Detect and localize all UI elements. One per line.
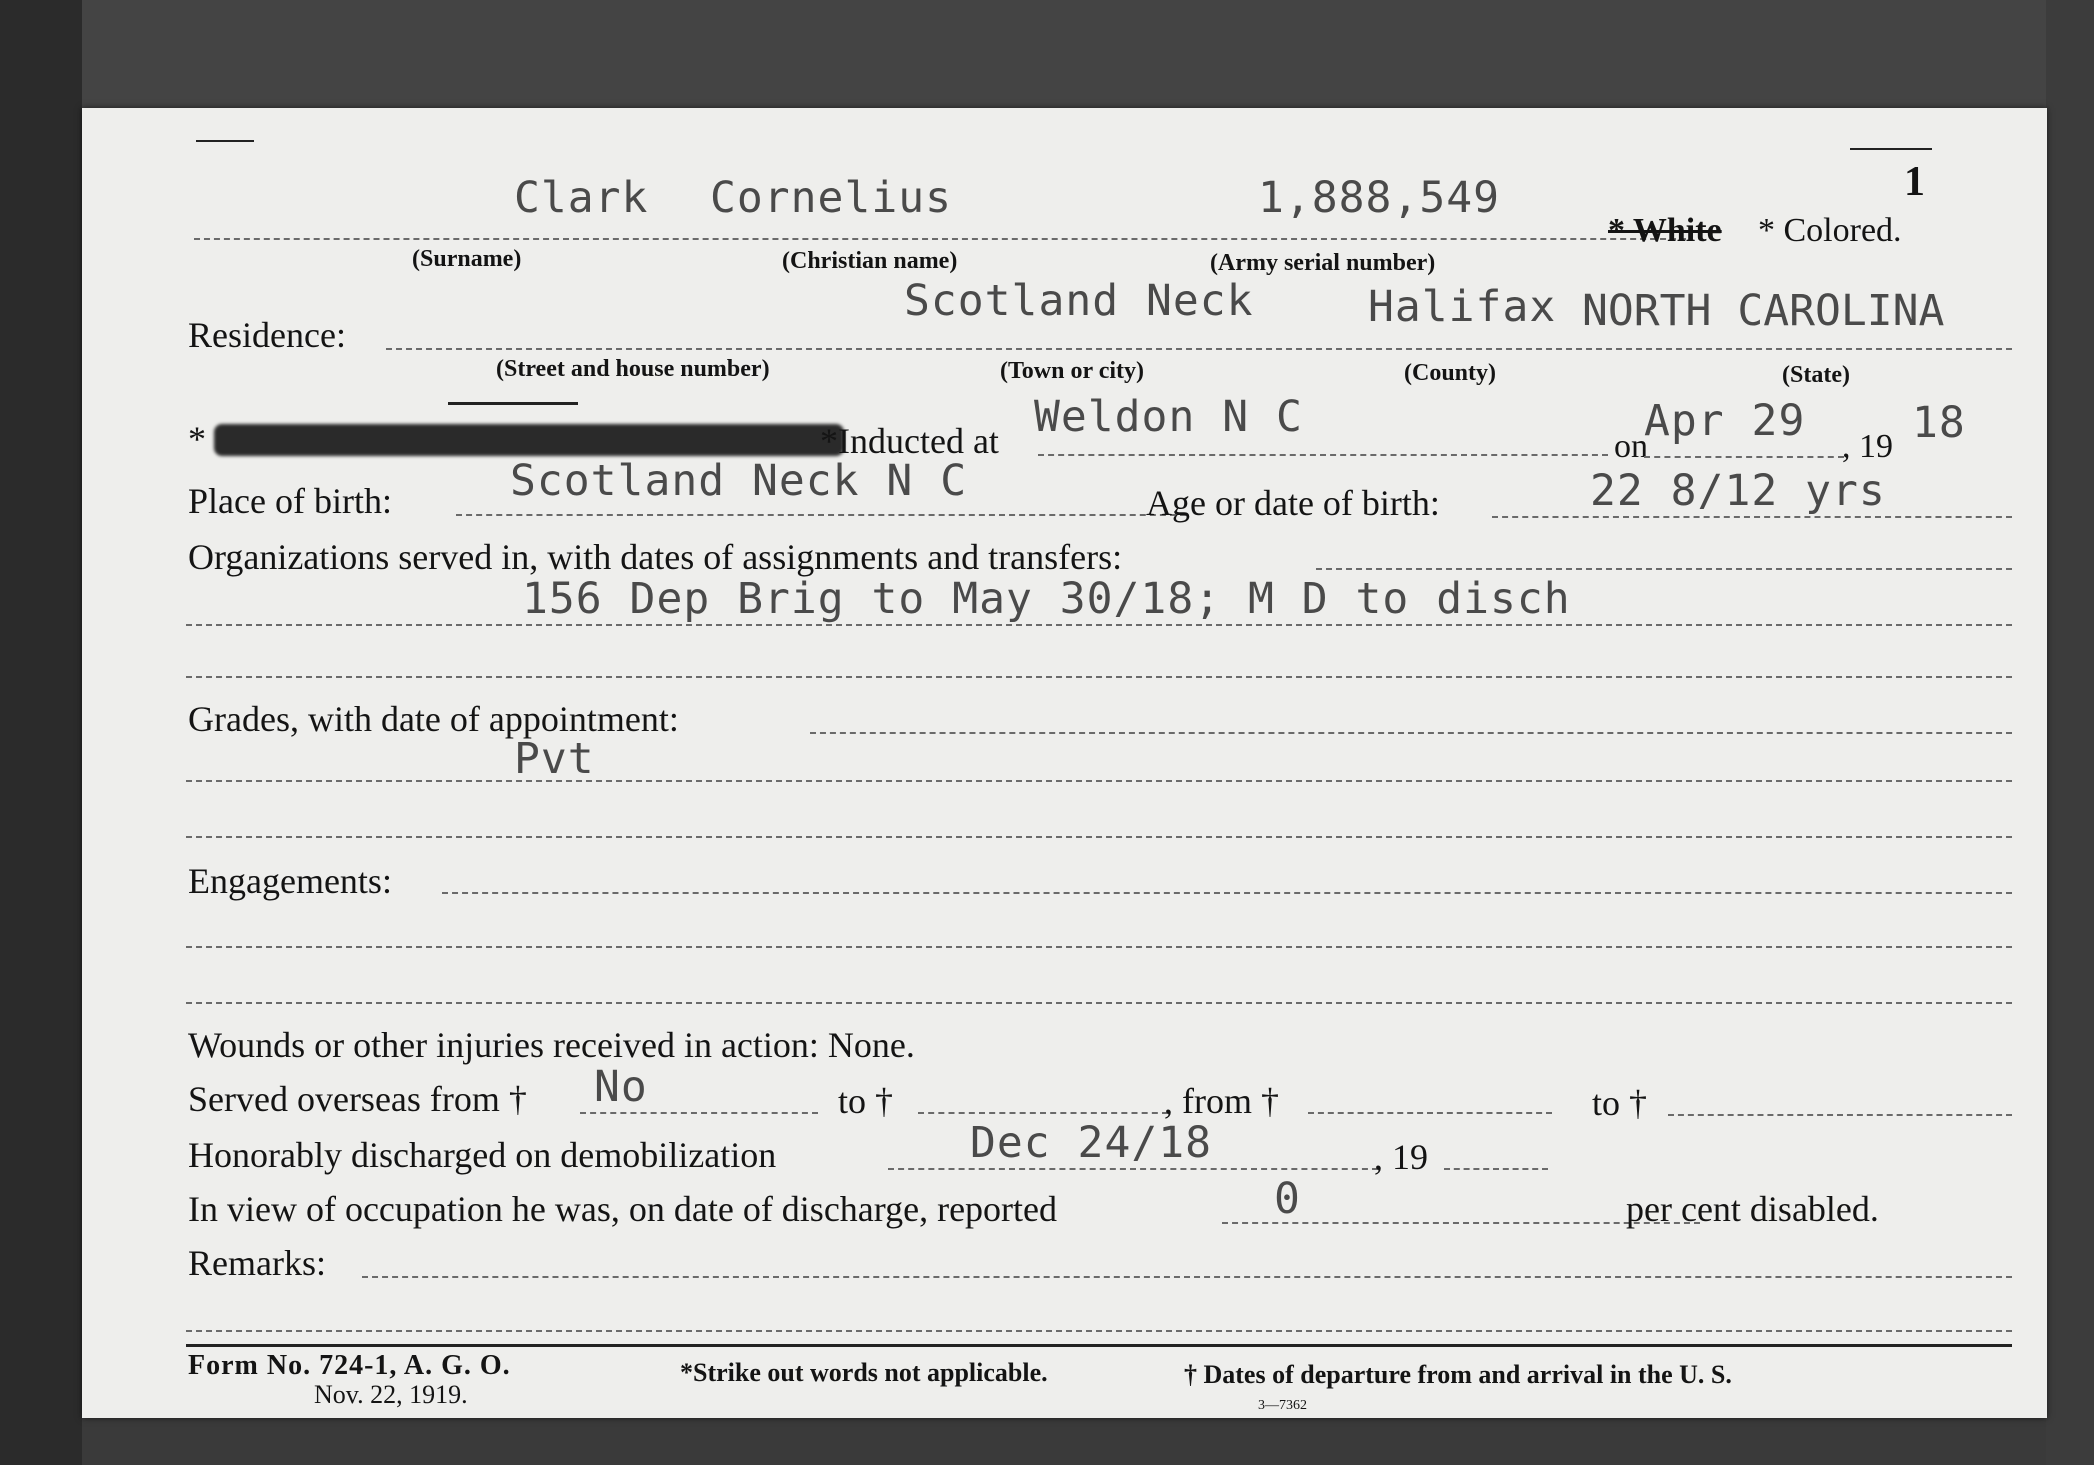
age-label: Age or date of birth: xyxy=(1146,483,1440,523)
footer-rule xyxy=(186,1344,2012,1347)
discharge-year-line xyxy=(1444,1168,1548,1170)
street-caption: (Street and house number) xyxy=(496,356,770,382)
race-colored: * Colored. xyxy=(1758,212,1902,249)
overseas-from-line xyxy=(580,1112,818,1114)
discharge-year-label: , 19 xyxy=(1374,1137,1428,1177)
engagements-line-2 xyxy=(186,946,2012,948)
overseas-to2-label: to † xyxy=(1592,1083,1648,1123)
disability-value: 0 xyxy=(1274,1174,1301,1224)
top-left-rule xyxy=(196,140,254,142)
engagements-line-3 xyxy=(186,1002,2012,1004)
discharge-date-value: Dec 24/18 xyxy=(970,1118,1212,1168)
name-line xyxy=(194,238,1686,240)
organizations-value: 156 Dep Brig to May 30/18; M D to disch xyxy=(522,574,1571,624)
grades-line-3 xyxy=(186,836,2012,838)
engagements-label: Engagements: xyxy=(188,861,392,901)
serial-number-value: 1,888,549 xyxy=(1258,173,1500,223)
remarks-line-1 xyxy=(362,1276,2012,1278)
birth-place-value: Scotland Neck N C xyxy=(510,456,968,506)
inducted-at-label: *Inducted at xyxy=(820,421,999,461)
disability-label: In view of occupation he was, on date of discharge, reported xyxy=(188,1189,1058,1229)
induction-place-value: Weldon N C xyxy=(1034,392,1303,442)
organizations-line-1 xyxy=(1316,568,2012,570)
strike-note: *Strike out words not applicable. xyxy=(680,1358,1048,1387)
remarks-line-2 xyxy=(186,1330,2012,1332)
birth-place-line xyxy=(456,514,1186,516)
wounds-label: Wounds or other injuries received in action: None. xyxy=(188,1025,915,1065)
induction-year-prefix: , 19 xyxy=(1842,428,1893,465)
serial-number-caption: (Army serial number) xyxy=(1210,250,1436,276)
residence-line xyxy=(386,348,2012,350)
induction-date-line xyxy=(1644,456,1844,458)
induction-place-line xyxy=(1038,454,1608,456)
enlisted-asterisk: * xyxy=(188,419,206,459)
overseas-from-value: No xyxy=(594,1062,648,1112)
form-date: Nov. 22, 1919. xyxy=(314,1380,468,1409)
birth-place-label: Place of birth: xyxy=(188,481,392,521)
race-white: * White xyxy=(1608,212,1722,249)
age-value: 22 8/12 yrs xyxy=(1590,466,1886,516)
organizations-line-3 xyxy=(186,676,2012,678)
overseas-from2-label: , from † xyxy=(1164,1081,1279,1121)
redaction-underline xyxy=(448,402,578,405)
town-caption: (Town or city) xyxy=(1000,358,1144,384)
top-right-rule xyxy=(1850,148,1932,150)
card-number: 1 xyxy=(1904,159,1925,205)
organizations-label: Organizations served in, with dates of assignments and transfers: xyxy=(188,537,1123,577)
discharge-label: Honorably discharged on demobilization xyxy=(188,1135,777,1175)
grades-line-1 xyxy=(810,732,2012,734)
grades-line-2 xyxy=(186,780,2012,782)
overseas-to-line xyxy=(918,1112,1168,1114)
form-number: Form No. 724-1, A. G. O. xyxy=(188,1350,511,1381)
age-line xyxy=(1492,516,2012,518)
induction-date-value: Apr 29 xyxy=(1644,396,1806,446)
print-code: 3—7362 xyxy=(1258,1398,1307,1413)
christian-name-caption: (Christian name) xyxy=(782,248,958,274)
surname-caption: (Surname) xyxy=(412,246,522,272)
engagements-line-1 xyxy=(442,892,2012,894)
state-caption: (State) xyxy=(1782,362,1850,388)
organizations-line-2 xyxy=(186,624,2012,626)
overseas-to-label: to † xyxy=(838,1081,894,1121)
residence-state-value: NORTH CAROLINA xyxy=(1582,286,1945,336)
christian-name-value: Cornelius xyxy=(710,173,952,223)
grades-value: Pvt xyxy=(514,734,595,784)
scanner-background-top xyxy=(0,0,2094,108)
grades-label: Grades, with date of appointment: xyxy=(188,699,679,739)
overseas-to2-line xyxy=(1668,1114,2012,1116)
discharge-date-line xyxy=(888,1168,1378,1170)
disability-suffix: per cent disabled. xyxy=(1626,1189,1879,1229)
overseas-from-label: Served overseas from † xyxy=(188,1079,527,1119)
remarks-label: Remarks: xyxy=(188,1243,326,1283)
service-record-card xyxy=(82,108,2047,1418)
residence-county-value: Halifax xyxy=(1368,282,1557,332)
induction-on-label: on xyxy=(1614,428,1648,465)
residence-label: Residence: xyxy=(188,315,346,355)
residence-town-value: Scotland Neck xyxy=(904,276,1254,326)
surname-value: Clark xyxy=(514,173,649,223)
dagger-note: † Dates of departure from and arrival in the U. S. xyxy=(1184,1360,1732,1389)
scanner-background-right xyxy=(2046,0,2094,1465)
redacted-enlistment-options xyxy=(214,424,844,456)
scanner-background-left xyxy=(0,0,82,1465)
county-caption: (County) xyxy=(1404,360,1497,386)
overseas-from2-line xyxy=(1308,1112,1552,1114)
induction-year-value: 18 xyxy=(1912,398,1966,448)
